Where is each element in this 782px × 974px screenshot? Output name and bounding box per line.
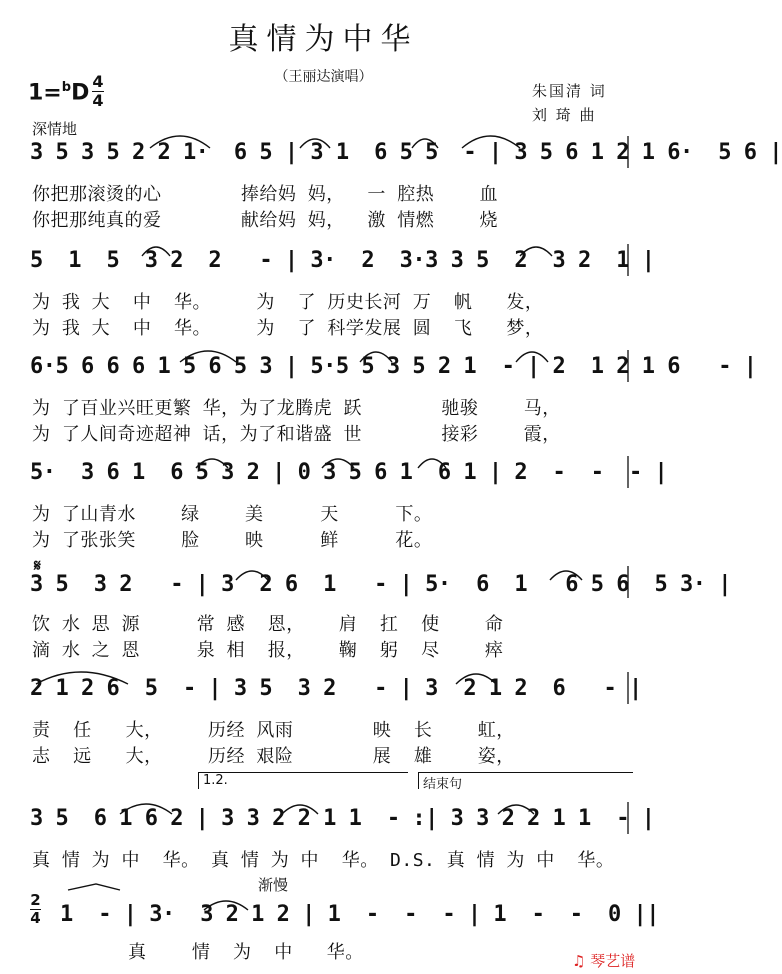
key-note: D [71,80,90,106]
lyrics-system-2-verse-1: 为 我 大 中 华。 为 了 历史长河 万 帆 发， [32,292,544,313]
watermark-icon: ♫ [572,952,591,970]
time-signature-2-4-bottom: 4 [30,909,41,927]
slur-6 [520,247,552,256]
slur-4 [462,136,520,148]
notes-system-1: 3 5 3 5 2 2 1· 6 5 | 3 1 6 5 5 - | 3 5 6 1 2 1 6· 5 6 | [30,140,782,165]
notes-system-6: 2 1 2 6 5 - | 3 5 3 2 - | 3 2 1 2 6 - | [30,676,642,701]
slur-10 [196,459,228,468]
notes-system-8: 1 - | 3· 3 2 1 2 | 1 - - - | 1 - - 0 || [60,902,660,927]
lyrics-system-3-verse-2: 为 了人间奇迹超神 话，为了和谐盛 世 接彩 霞， [32,424,561,445]
notes-system-4: 5· 3 6 1 6 5 3 2 | 0 3 5 6 1 6 1 | 2 - - - | [30,460,668,485]
key-prefix: 1= [28,80,62,106]
slur-11 [322,459,354,468]
composer-credit: 刘 琦 曲 [532,106,597,124]
flat-sign: b [61,80,72,95]
slur-7 [180,351,236,362]
watermark-logo [572,950,635,971]
slur-2 [300,139,330,148]
slur-20 [204,901,248,910]
performer-subtitle: （王丽达演唱） [274,69,373,85]
crescendo-hairpin [68,884,120,890]
lyrics-system-4-verse-1: 为 了山青水 绿 美 天 下。 [32,504,433,525]
slur-15 [36,672,128,684]
tempo-marking: 深情地 [32,120,78,138]
slur-5 [142,247,170,256]
slur-17 [120,804,172,814]
lyrics-system-6-verse-1: 责 任 大， 历经 风雨 映 长 虹， [32,720,515,741]
time-signature-2-4-top: 2 [30,891,41,909]
segno-sign: 𝄋 [34,556,41,575]
lyricist-credit: 朱国清 词 [532,82,607,100]
ritardando-marking: 渐慢 [258,876,289,894]
slur-19 [498,805,534,814]
ending-bracket: 结束句 [418,772,633,789]
slur-9 [516,352,548,362]
slur-16 [456,674,496,684]
lyrics-system-8: 真 情 为 中 华。 [60,942,364,963]
notes-system-7: 3 5 6 1 6 2 | 3 3 2 2 1 1 - :| 3 3 2 2 1 1 - | [30,806,655,831]
lyrics-system-4-verse-2: 为 了张张笑 脸 映 鲜 花。 [32,530,433,551]
lyrics-system-1-verse-1: 你把那滚烫的心 捧给妈 妈， 一 腔热 血 [32,184,499,205]
lyrics-system-5-verse-2: 滴 水 之 恩 泉 相 报， 鞠 躬 尽 瘁 [32,640,504,661]
song-title: 真情为中华 [228,22,419,57]
volta-bracket: 1.2. [198,772,408,789]
time-signature-top: 4 [92,72,104,91]
slur-3 [412,139,438,148]
lyrics-system-5-verse-1: 饮 水 思 源 常 感 恩， 肩 扛 使 命 [32,614,504,635]
slur-18 [282,805,318,814]
slur-13 [236,571,268,580]
slur-1 [150,136,210,148]
slur-8 [360,352,392,362]
time-signature-bottom: 4 [92,91,104,110]
lyrics-system-2-verse-2: 为 我 大 中 华。 为 了 科学发展 圆 飞 梦， [32,318,544,339]
lyrics-system-3-verse-1: 为 了百业兴旺更繁 华，为了龙腾虎 跃 驰骏 马， [32,398,561,419]
slur-14 [550,571,582,580]
notes-system-3: 6·5 6 6 6 1 5 6 5 3 | 5·5 5 3 5 2 1 - | 2 1 2 1 6 - | [30,354,757,379]
notes-system-5: 3 5 3 2 - | 3 2 6 1 - | 5· 6 1 6 5 6 5 3· | [30,572,731,597]
watermark-text: 琴艺谱 [590,952,636,970]
notes-system-2: 5 1 5 3 2 2 - | 3· 2 3·3 3 5 2 3 2 1 | [30,248,655,273]
slur-12 [418,459,446,468]
lyrics-system-6-verse-2: 志 远 大， 历经 艰险 展 雄 姿， [32,746,515,767]
lyrics-system-7: 真 情 为 中 华。 真 情 为 中 华。 D.S. 真 情 为 中 华。 [32,850,615,871]
lyrics-system-1-verse-2: 你把那纯真的爱 献给妈 妈， 激 情燃 烧 [32,210,499,231]
